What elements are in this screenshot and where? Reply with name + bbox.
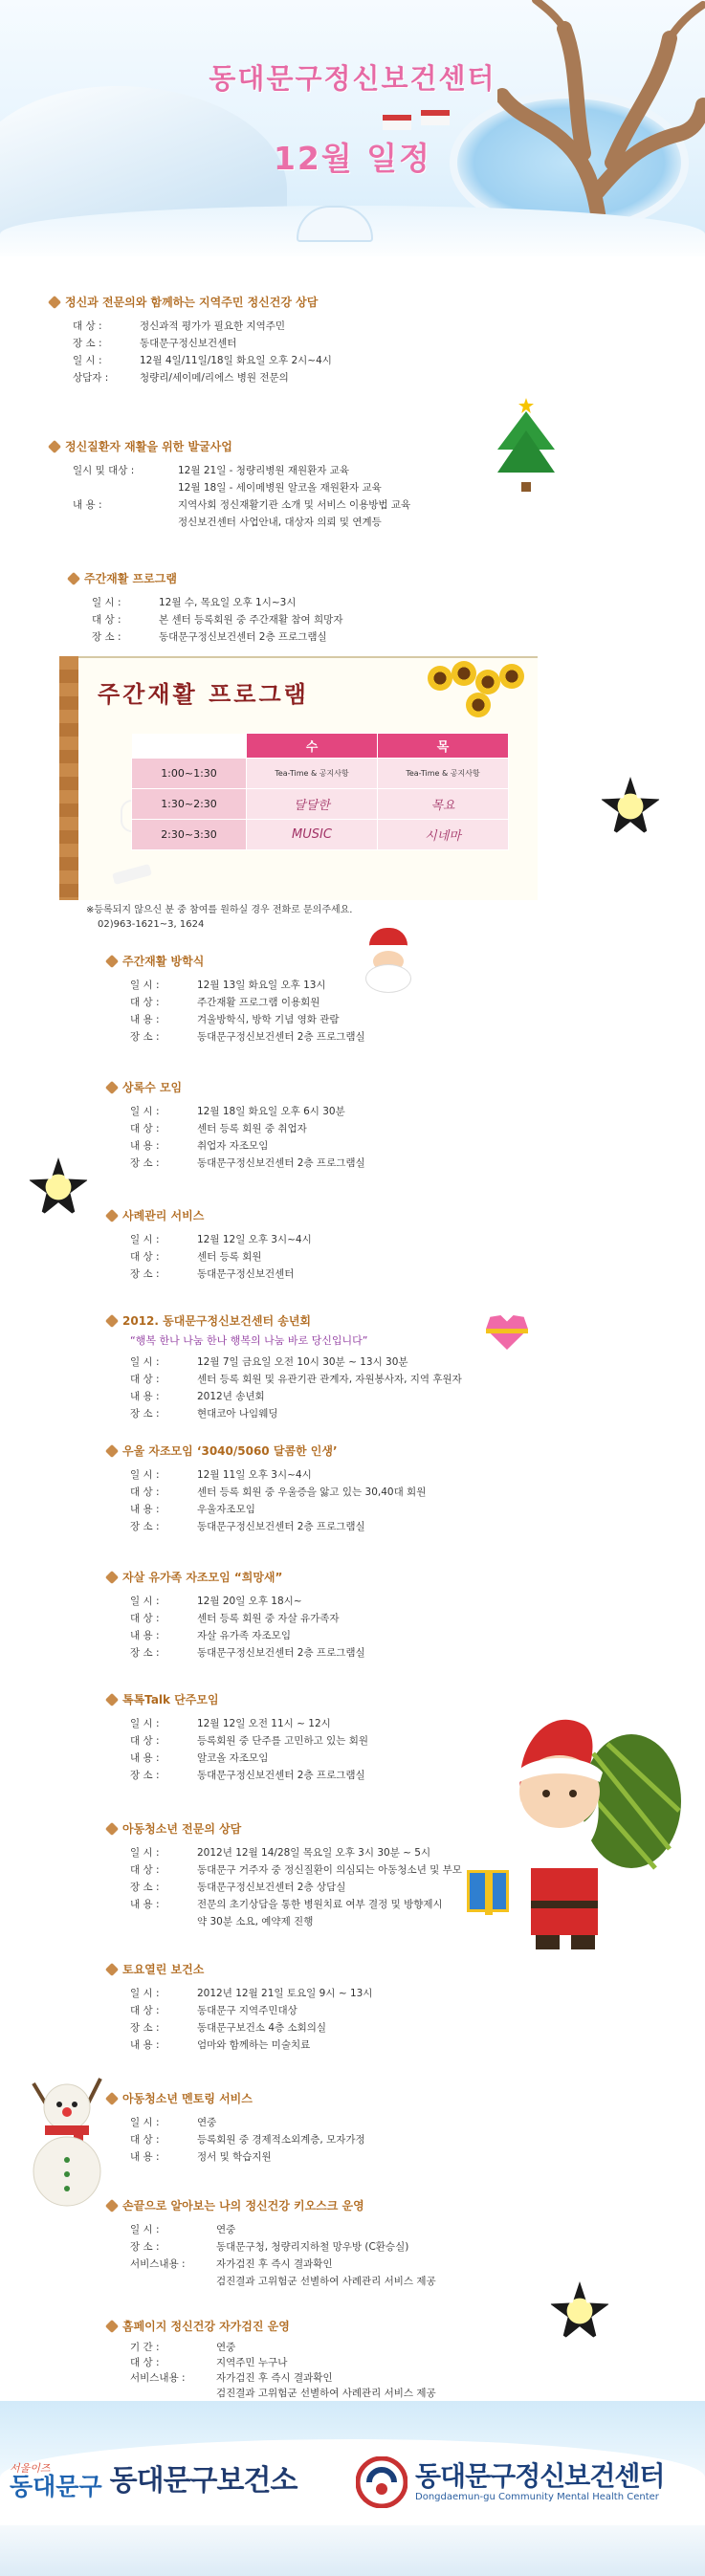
info-row: 대 상 : 지역주민 누구나 — [130, 2357, 288, 2368]
info-row: 대 상 : 센터 등록 회원 중 자살 유가족자 — [130, 1613, 340, 1624]
info-row: 대 상 : 주간재활 프로그램 이용회원 — [130, 997, 320, 1008]
bullet-icon — [105, 1962, 119, 1975]
column-header-thu: 목 — [378, 734, 509, 759]
info-row: 서비스내용 : 자가검진 후 즉시 결과확인 — [130, 2372, 333, 2384]
section-evergreen-meeting — [107, 1079, 528, 1172]
sunflower-icon — [475, 670, 500, 694]
info-row: 내 용 : 전문의 초기상담을 통한 병원치료 여부 결정 및 방향제시 — [130, 1899, 443, 1910]
info-row: 12월 18일 - 세이메병원 알코올 재원환자 교육 — [178, 482, 382, 494]
bullet-icon — [105, 2319, 119, 2332]
bullet-icon — [105, 1313, 119, 1327]
bullet-icon — [48, 439, 61, 452]
info-row: 내 용 : 취업자 자조모임 — [130, 1140, 269, 1152]
heart-gift-icon — [486, 1315, 528, 1350]
info-row: 장 소 : 동대문구정신보건센터 2층 프로그램실 — [92, 631, 327, 643]
table-row: 1:00~1:30 Tea-Time & 공지사항 Tea-Time & 공지사항 — [132, 759, 509, 789]
info-row: 장 소 : 현대코아 나임웨딩 — [130, 1408, 278, 1420]
section-title: 자살 유가족 자조모임 “희망새” — [122, 1571, 283, 1584]
section-title: 홈페이지 정신건강 자가검진 운영 — [122, 2320, 290, 2333]
info-row: 기 간 : 연중 — [130, 2342, 236, 2353]
info-row: 장 소 : 동대문구정신보건센터 — [73, 338, 237, 349]
info-row: 대 상 : 등록회원 중 경제적소외계층, 모자가정 — [130, 2134, 365, 2146]
info-row: 일 시 : 12월 7일 금요일 오전 10시 30분 ~ 13시 30분 — [130, 1356, 408, 1368]
info-row: 약 30분 소요, 예약제 진행 — [197, 1916, 314, 1927]
info-row: 일 시 : 연중 — [130, 2117, 217, 2128]
section-vacation-ceremony — [107, 953, 528, 1046]
snowman-icon — [24, 2064, 110, 2208]
info-row: 내 용 : 자살 유가족 자조모임 — [130, 1630, 291, 1641]
info-row: 장 소 : 동대문구보건소 4층 소회의실 — [130, 2022, 327, 2034]
sunflower-icon — [452, 661, 476, 686]
info-row: 내 용 : 정서 및 학습지원 — [130, 2151, 272, 2163]
info-row: 검진결과 고위험군 선별하여 사례관리 서비스 제공 — [216, 2388, 436, 2399]
info-row: 검진결과 고위험군 선별하여 사례관리 서비스 제공 — [216, 2276, 436, 2287]
bullet-icon — [105, 1443, 119, 1457]
board-title: 주간재활 프로그램 — [98, 681, 309, 708]
info-row: 장 소 : 동대문구정신보건센터 2층 프로그램실 — [130, 1647, 365, 1659]
info-row: 일 시 : 12월 13일 화요일 오후 13시 — [130, 980, 326, 991]
center-logo-icon — [356, 2456, 408, 2508]
bullet-icon — [105, 1692, 119, 1706]
section-title: 상록수 모임 — [122, 1081, 183, 1094]
sunflower-icon — [466, 693, 491, 717]
mental-health-center-logo[interactable] — [356, 2456, 664, 2508]
info-row: 내 용 : 2012년 송년회 — [130, 1391, 265, 1402]
section-day-rehab — [69, 570, 518, 646]
section-title: 2012. 동대문구정신보건센터 송년회 — [122, 1314, 312, 1328]
info-row: 대 상 : 동대문구 거주자 중 정신질환이 의심되는 아동청소년 및 부모 — [130, 1864, 462, 1876]
section-title: 톡톡Talk 단주모임 — [122, 1693, 219, 1706]
info-row: 대 상 : 본 센터 등록회원 중 주간재활 참여 희망자 — [92, 614, 343, 626]
info-row: 대 상 : 동대문구 지역주민대상 — [130, 2005, 297, 2016]
info-row: 일 시 : 12월 20일 오후 18시~ — [130, 1596, 302, 1607]
contact-note: ※등록되지 않으신 분 중 참여를 원하실 경우 전화로 문의주세요. 02)963-1621~3, 1624 — [86, 905, 353, 930]
info-row: 장 소 : 동대문구정신보건센터 — [130, 1268, 295, 1280]
bullet-icon — [48, 295, 61, 308]
section-child-mentoring — [107, 2090, 528, 2166]
logo-district-name: 동대문구 — [10, 2473, 102, 2500]
bullet-icon — [105, 1821, 119, 1835]
info-row: 일 시 : 12월 4일/11일/18일 화요일 오후 2시~4시 — [73, 355, 332, 366]
section-title: 손끝으로 알아보는 나의 정신건강 키오스크 운영 — [122, 2199, 364, 2213]
section-alcohol-support — [107, 1691, 490, 1784]
info-row: 대 상 : 정신과적 평가가 필요한 지역주민 — [73, 320, 286, 332]
wooden-frame — [59, 656, 78, 900]
health-center-logo[interactable] — [10, 2463, 297, 2499]
info-row: 상담자 : 청량리/세이메/리에스 병원 전문의 — [73, 372, 289, 384]
section-kiosk — [107, 2197, 585, 2290]
table-header-row — [132, 734, 509, 759]
logo-center-name: 동대문구정신보건센터 — [415, 2459, 665, 2492]
section-homepage-selftest — [107, 2318, 585, 2401]
bullet-icon — [105, 1080, 119, 1093]
section-title: 주간재활 방학식 — [122, 955, 205, 968]
section-title: 토요열린 보건소 — [122, 1963, 205, 1976]
info-row: 일 시 : 12월 12일 오전 11시 ~ 12시 — [130, 1718, 331, 1729]
info-row: 서비스내용 : 자가검진 후 즉시 결과확인 — [130, 2258, 333, 2270]
info-row: 일시 및 대상 : 12월 21일 - 청량리병원 재원환자 교육 — [73, 465, 350, 476]
info-row: 일 시 : 12월 12일 오후 3시~4시 — [130, 1234, 312, 1245]
logo-slogan: 서울이즈 — [10, 2462, 51, 2475]
program-table — [131, 733, 509, 850]
bullet-icon — [105, 1208, 119, 1222]
info-row: 장 소 : 동대문구청, 청량리지하철 망우방 (C환승실) — [130, 2241, 409, 2253]
section-psychiatrist-consult — [50, 294, 499, 386]
logo-org-name: 동대문구보건소 — [109, 2464, 297, 2498]
section-title: 정신과 전문의와 함께하는 지역주민 정신건강 상담 — [65, 296, 319, 309]
info-row: 장 소 : 동대문구정신보건센터 2층 프로그램실 — [130, 1770, 365, 1781]
bullet-icon — [105, 2091, 119, 2104]
section-case-management — [107, 1207, 528, 1283]
santa-icon — [362, 928, 415, 995]
info-row: 내 용 : 엄마와 함께하는 미술치료 — [130, 2039, 311, 2051]
info-row: 일 시 : 12월 수, 목요일 오후 1시~3시 — [92, 597, 297, 608]
sunflower-icon — [499, 664, 524, 689]
info-row: 내 용 : 겨울방학식, 방학 기념 영화 관람 — [130, 1014, 340, 1025]
christmas-tree-icon — [497, 398, 555, 494]
section-suicide-bereaved — [107, 1569, 528, 1662]
section-title: 아동청소년 전문의 상담 — [122, 1822, 242, 1836]
section-title: 정신질환자 재활을 위한 발굴사업 — [65, 440, 232, 453]
section-title: 사례관리 서비스 — [122, 1209, 205, 1222]
info-row: 장 소 : 동대문구정신보건센터 2층 프로그램실 — [130, 1521, 365, 1532]
banner-title: 동대문구정신보건센터 — [209, 62, 496, 95]
section-title: 우울 자조모임 ‘3040/5060 달콤한 인생’ — [122, 1444, 338, 1458]
section-title: 아동청소년 멘토링 서비스 — [122, 2092, 253, 2105]
info-row: 내 용 : 우울자조모임 — [130, 1504, 255, 1515]
table-row: 2:30~3:30 MUSIC 시네마 — [132, 820, 509, 850]
table-row: 1:30~2:30 달달한 목요 — [132, 789, 509, 820]
bullet-icon — [67, 571, 80, 584]
gift-box-icon — [467, 1870, 509, 1912]
house-decoration — [421, 110, 450, 125]
info-row: 대 상 : 센터 등록 회원 중 우울증을 앓고 있는 30,40대 회원 — [130, 1486, 427, 1498]
section-rehab-outreach — [50, 438, 499, 531]
header-banner — [0, 0, 705, 256]
info-row: 내 용 : 알코올 자조모임 — [130, 1752, 269, 1764]
info-row: 장 소 : 동대문구정신보건센터 2층 프로그램실 — [130, 1031, 365, 1043]
column-header-wed: 수 — [247, 734, 378, 759]
info-row: 일 시 : 연중 — [130, 2224, 236, 2235]
banner-subtitle: 12월 일정 — [273, 140, 432, 177]
house-decoration — [383, 115, 411, 130]
info-row: 대 상 : 등록회원 중 단주를 고민하고 있는 회원 — [130, 1735, 368, 1747]
section-title: 주간재활 프로그램 — [84, 572, 177, 585]
logo-center-english: Dongdaemun-gu Community Mental Health Center — [415, 2491, 659, 2502]
info-row: 대 상 : 센터 등록 회원 — [130, 1251, 262, 1263]
section-subtitle: “행복 한나 나눔 한나 행복의 나눔 바로 당신입니다” — [130, 1334, 368, 1347]
info-row: 일 시 : 12월 11일 오후 3시~4시 — [130, 1469, 312, 1481]
info-row: 대 상 : 센터 등록 회원 중 취업자 — [130, 1123, 307, 1134]
section-saturday-health-center — [107, 1961, 528, 2054]
info-row: 대 상 : 센터 등록 회원 및 유관기관 관계자, 자원봉사자, 지역 후원자 — [130, 1374, 462, 1385]
info-row: 일 시 : 12월 18일 화요일 오후 6시 30분 — [130, 1106, 345, 1117]
info-row: 내 용 : 지역사회 정신재활기관 소개 및 서비스 이용방법 교육 — [73, 499, 411, 511]
info-row: 장 소 : 동대문구정신보건센터 2층 프로그램실 — [130, 1157, 365, 1169]
bullet-icon — [105, 1570, 119, 1583]
sunflower-icon — [428, 666, 452, 691]
section-depression-support — [107, 1442, 557, 1535]
info-row: 장 소 : 동대문구정신보건센터 2층 상담실 — [130, 1882, 346, 1893]
info-row: 정신보건센터 사업안내, 대상자 의뢰 및 연계등 — [178, 517, 382, 528]
bullet-icon — [105, 2198, 119, 2212]
info-row: 일 시 : 2012년 12월 21일 토요일 9시 ~ 13시 — [130, 1988, 373, 1999]
info-row: 일 시 : 2012년 12월 14/28일 목요일 오후 3시 30분 ~ 5시 — [130, 1847, 431, 1859]
bullet-icon — [105, 954, 119, 967]
program-board — [59, 656, 538, 900]
